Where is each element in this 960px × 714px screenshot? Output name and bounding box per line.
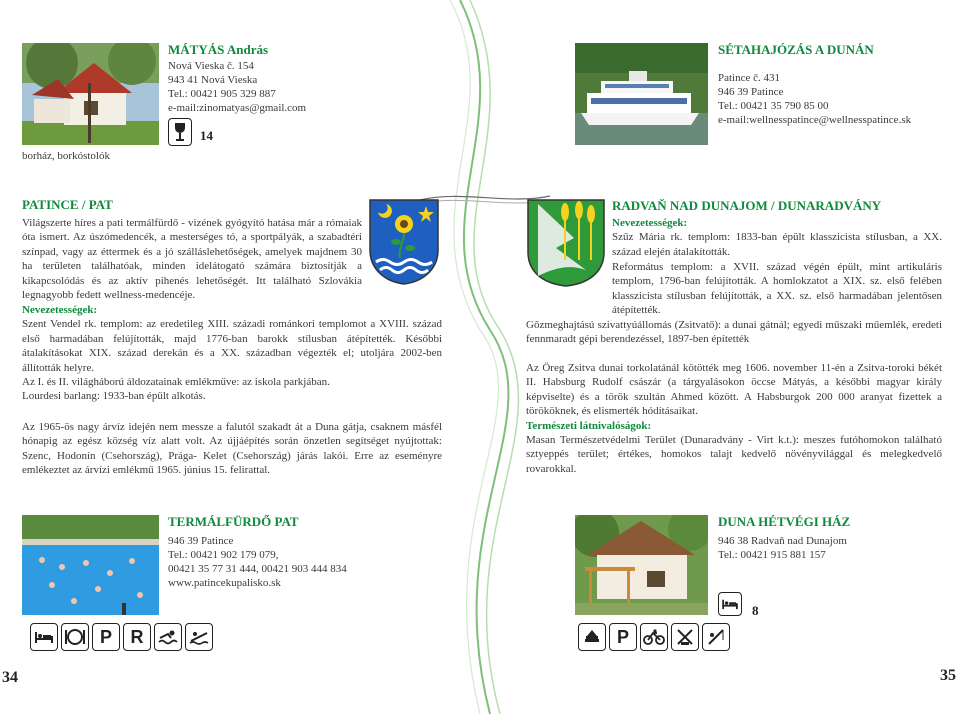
grill-icon: [671, 623, 699, 651]
radvan-history-text: Az Öreg Zsitva dunai torkolatánál kötötték meg 1606. november 11-én a Zsitva-toroki békét II. Habsburg Rudolf császár (a tárgyalásokon öccse Mátyás, a későbbi magyar király képviselte) és a török szultán Ahmed között. A Habsburgok 200 000 aranyat fizettek a törököknek, és elismerték hódításaikat.: [526, 362, 942, 418]
patince-memorial: Az I. és II. világháború áldozatainak emlékműve: az iskola parkjában.: [22, 376, 330, 389]
winery-photo: [22, 43, 159, 145]
thermal-title: TERMÁLFÜRDŐ PAT: [168, 514, 299, 529]
radvan-sights-label: Nevezetességek:: [612, 217, 688, 229]
radvan-pump-station: Gőzmeghajtású szivattyúállomás (Zsitvatő): a dunai gátnál; egyedi műszaki műemlék, eredeti fennmaradt gépi berendezéssel, 1897-ben építették: [526, 318, 942, 346]
radvan-history: [526, 361, 942, 476]
address-line: 946 38 Radvaň nad Dunajom: [718, 535, 847, 547]
address-line: 946 39 Patince: [168, 535, 234, 547]
cruise-title: SÉTAHAJÓZÁS A DUNÁN: [718, 42, 874, 57]
radvan-reformed: [526, 260, 942, 346]
parking-icon: P: [609, 623, 637, 651]
matyas-title: MÁTYÁS András: [168, 42, 269, 57]
address-line: 946 39 Patince: [718, 86, 784, 98]
patince-intro-text: Világszerte híres a pati termálfürdő - vizének gyógyító hatása már a rómaiak óta ismert. Az úszómedencék, a mesterséges tó, a sportpályák, a szabadtéri színpad, vagy az éttermek és a jó szálláslehetőségek, amelyek majdnem 30 ha területen találhatóak, minden idelátogató számára biztosítják a kikapcsolódás és az aktív pihenés lehetőségét. Itt található Szlovákia legnagyobb fedett wellness-medencéje.: [22, 217, 362, 302]
reservation-icon: R: [123, 623, 151, 651]
boat-photo: [575, 43, 708, 145]
patince-sights: [22, 303, 442, 404]
radvan-title: RADVAŇ NAD DUNAJOM / DUNARADVÁNY: [612, 198, 882, 213]
radvan-nature-text: Masan Természetvédelmi Terület (Dunaradvány - Virt k.t.): meszes futóhomokon található sztyeppés terület; értékes, homokos talajt kedvelő növényvilággal és melegkedvelő rovarokkal.: [526, 434, 942, 475]
radvan-sights: [612, 216, 942, 259]
thermal-bath-photo: [22, 515, 159, 615]
rating-count: 14: [200, 128, 213, 143]
rating-count: 8: [752, 603, 759, 618]
restaurant-icon: [61, 623, 89, 651]
phone-line: Tel.: 00421 902 179 079,: [168, 549, 279, 561]
patince-sights-text: Szent Vendel rk. templom: az eredetileg XIII. századi románkori templomot a XVIII. század első harmadában felújították, majd 1776-ban barokk stílusban átépítették. Későbbi átalakításokat XIX. század derekán és a XX. században végezték el; utoljára 2002-ben állították helyre.: [22, 318, 442, 374]
patince-flood: Az 1965-ös nagy árvíz idején nem messze a falutól szakadt át a Duna gátja, csaknem másfél hónapig az egész község víz alatt volt. Az újjáépítés során önzetlen segítséget nyújtottak: Szenc, Hodonín (Csehország), Prága- Kelet (Csehország) járás lakói. Erre az eseményre emlékeztet az árvízi emlékmű 1965. június 15. felirattal.: [22, 421, 442, 477]
stamp-icon: [578, 623, 606, 651]
phone-line: Tel.: 00421 35 790 85 00: [718, 100, 829, 112]
cruise-address: [718, 71, 911, 127]
cottage-photo: [575, 515, 708, 615]
matyas-address: [168, 59, 306, 115]
website-line: www.patincekupalisko.sk: [168, 577, 281, 589]
patince-coat-of-arms: [368, 198, 440, 286]
bed-icon: [718, 592, 742, 616]
page-number-right: 35: [940, 667, 956, 684]
email-line: e-mail:wellnesspatince@wellnesspatince.sk: [718, 114, 912, 126]
patince-lourdes: Lourdesi barlang: 1933-ban épült alkotás.: [22, 390, 206, 403]
bed-icon: [30, 623, 58, 651]
radvan-nature-label: Természeti látnivalóságok:: [526, 419, 652, 432]
parking-icon: P: [92, 623, 120, 651]
email-line: e-mail:zinomatyas@gmail.com: [168, 102, 307, 114]
patince-title: PATINCE / PAT: [22, 197, 113, 212]
swimming-icon: [154, 623, 182, 651]
phone-line: Tel.: 00421 905 329 887: [168, 88, 276, 100]
address-line: Patince č. 431: [718, 72, 781, 84]
address-line: Nová Vieska č. 154: [168, 60, 254, 72]
winery-caption: borház, borkóstolók: [22, 150, 110, 162]
radvan-church: Szűz Mária rk. templom: 1833-ban épült klasszicista stílusban, a XX. század elején átalakították.: [612, 231, 942, 258]
thermal-address: [168, 534, 347, 590]
page-number-left: 34: [2, 669, 18, 686]
cottage-title: DUNA HÉTVÉGI HÁZ: [718, 514, 851, 529]
patince-intro: [22, 216, 362, 302]
cottage-address: [718, 534, 847, 562]
phone-line: 00421 35 77 31 444, 00421 903 444 834: [168, 563, 347, 575]
cycling-icon: [640, 623, 668, 651]
patince-sights-label: Nevezetességek:: [22, 304, 98, 316]
phone-line: Tel.: 00421 915 881 157: [718, 549, 826, 561]
fishing-icon: [702, 623, 730, 651]
address-line: 943 41 Nová Vieska: [168, 74, 258, 86]
radvan-reformed-text: Református templom: a XVII. század végén épült, mint artikuláris templom, 1796-ban felújították. A homlokzatot a XIX. sz. első felében klasszicista stílusban felújították, a XX. sz. első harmadában jelentősen átépítették.: [612, 261, 942, 317]
wellness-icon: [185, 623, 213, 651]
wine-glass-icon: [168, 118, 192, 146]
